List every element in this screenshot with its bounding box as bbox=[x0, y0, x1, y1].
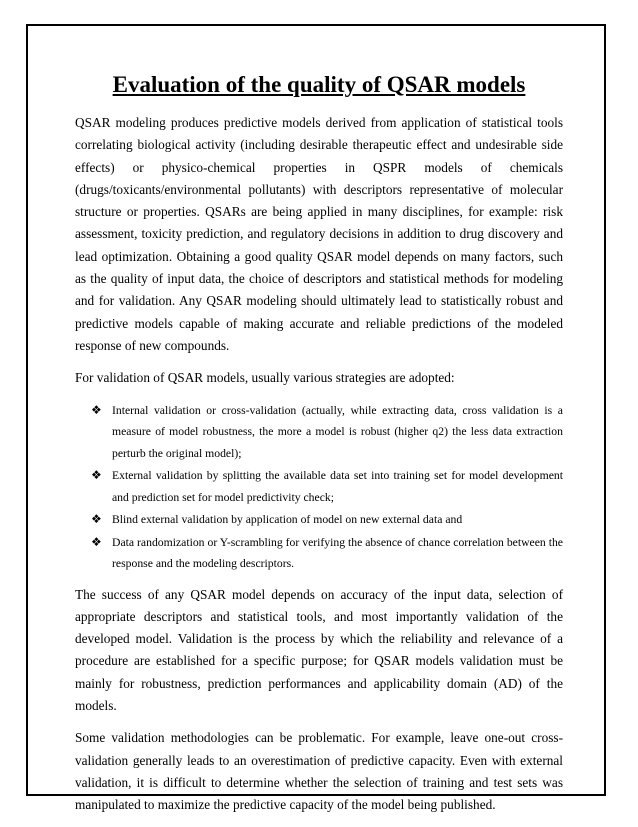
diamond-bullet-icon: ❖ bbox=[91, 402, 102, 417]
diamond-bullet-icon: ❖ bbox=[91, 534, 102, 549]
page-title: Evaluation of the quality of QSAR models bbox=[112, 72, 526, 97]
list-item bbox=[91, 532, 563, 575]
diamond-bullet-icon: ❖ bbox=[91, 512, 102, 527]
list-item-text: External validation by splitting the available data set into training set for model development and prediction set for model predictivity check; bbox=[112, 469, 563, 504]
list-item-text: Data randomization or Y-scrambling for verifying the absence of chance correlation between the response and the modeling descriptors. bbox=[112, 535, 563, 571]
methodology-paragraph: Some validation methodologies can be problematic. For example, leave one-out cross-validation generally leads to an overestimation of predictive capacity. Even with external validation, it is difficult to determine whether the selection of training and test sets was manipulated to maximize the predictive capacity of the model being published. bbox=[75, 730, 563, 813]
list-item bbox=[91, 465, 563, 508]
list-item-text: Internal validation or cross-validation (actually, while extracting data, cross validation is a measure of model robustness, the more a model is robust (higher q2) the less data extraction perturb the original model); bbox=[112, 403, 563, 460]
diamond-bullet-icon: ❖ bbox=[91, 468, 102, 483]
success-paragraph: The success of any QSAR model depends on accuracy of the input data, selection of appropriate descriptors and statistical tools, and most importantly validation of the developed model. Validation is the process by which the reliability and relevance of a procedure are established for a specific purpose; for QSAR models validation must be mainly for robustness, prediction performances and applicability domain (AD) of the models. bbox=[75, 586, 563, 714]
list-item bbox=[91, 509, 563, 531]
list-item-text: Blind external validation by application of model on new external data and bbox=[112, 513, 463, 527]
validation-intro-paragraph: For validation of QSAR models, usually various strategies are adopted: bbox=[75, 370, 455, 386]
validation-strategies-list bbox=[75, 400, 563, 575]
list-item bbox=[91, 400, 563, 465]
document-body bbox=[75, 70, 563, 827]
intro-paragraph: QSAR modeling produces predictive models derived from application of statistical tools correlating biological activity (including desirable therapeutic effect and undesirable side effects) or physico-chemical properties in QSPR models of chemicals (drugs/toxicants/environmental pollutants) with descriptors representative of molecular structure or properties. QSARs are being applied in many disciplines, for example: risk assessment, toxicity prediction, and regulatory decisions in addition to drug discovery and lead optimization. Obtaining a good quality QSAR model depends on many factors, such as the quality of input data, the choice of descriptors and statistical methods for modeling and for validation. Any QSAR modeling should ultimately lead to statistically robust and predictive models capable of making accurate and reliable predictions of the modeled response of new compounds. bbox=[75, 115, 563, 353]
